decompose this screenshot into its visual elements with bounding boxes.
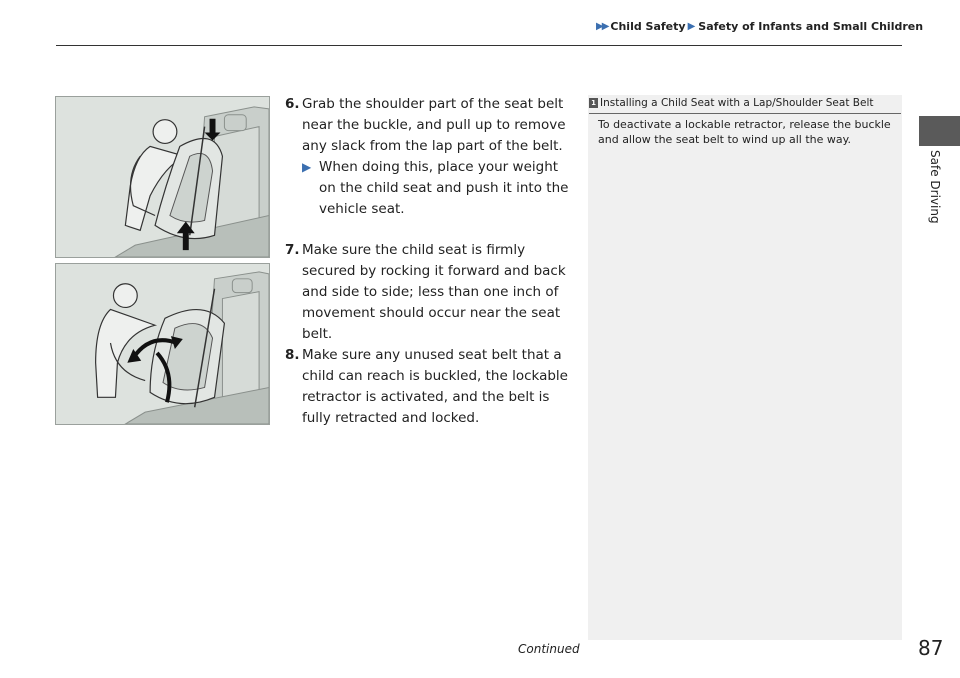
step-6-substep [302,157,575,220]
breadcrumb-arrow-icon: ▶▶ [596,21,608,32]
note-title-text: Installing a Child Seat with a Lap/Shoulder Seat Belt [600,97,874,109]
illustration-pull-belt [55,96,270,258]
step-text: Make sure any unused seat belt that a child can reach is buckled, the lockable retractor is activated, and the belt is fully retracted and locked. [302,347,568,426]
illustration-rock-seat [55,263,270,425]
step-6-substep-wrapper [285,157,575,220]
header-divider [56,45,902,46]
breadcrumb [596,20,923,33]
step-number: 8. [285,347,300,363]
step-number: 6. [285,96,300,112]
note-reference-icon: 1 [589,98,598,108]
instruction-steps [285,94,575,429]
breadcrumb-section[interactable]: Child Safety [610,20,686,33]
page-number: 87 [918,636,944,660]
step-8 [285,345,575,429]
substep-arrow-icon: ▶ [302,160,312,174]
note-body: To deactivate a lockable retractor, release the buckle and allow the seat belt to wind up all the way. [598,118,891,146]
breadcrumb-separator-icon: ▶ [687,21,696,32]
substep-text: When doing this, place your weight on the child seat and push it into the vehicle seat. [319,159,569,217]
note-title[interactable] [589,97,873,109]
breadcrumb-topic[interactable]: Safety of Infants and Small Children [698,20,924,33]
note-panel [588,95,902,640]
chapter-tab-label[interactable]: Safe Driving [928,150,942,224]
step-7 [285,240,575,345]
continued-label: Continued [518,642,580,656]
step-number: 7. [285,242,300,258]
chapter-tab-marker[interactable] [919,116,960,146]
note-divider [589,113,901,114]
step-text: Make sure the child seat is firmly secured by rocking it forward and back and side to side; less than one inch of movement should occur near the seat belt. [302,242,566,342]
step-text: Grab the shoulder part of the seat belt near the buckle, and pull up to remove any slack from the lap part of the belt. [302,96,566,154]
step-6 [285,94,575,157]
